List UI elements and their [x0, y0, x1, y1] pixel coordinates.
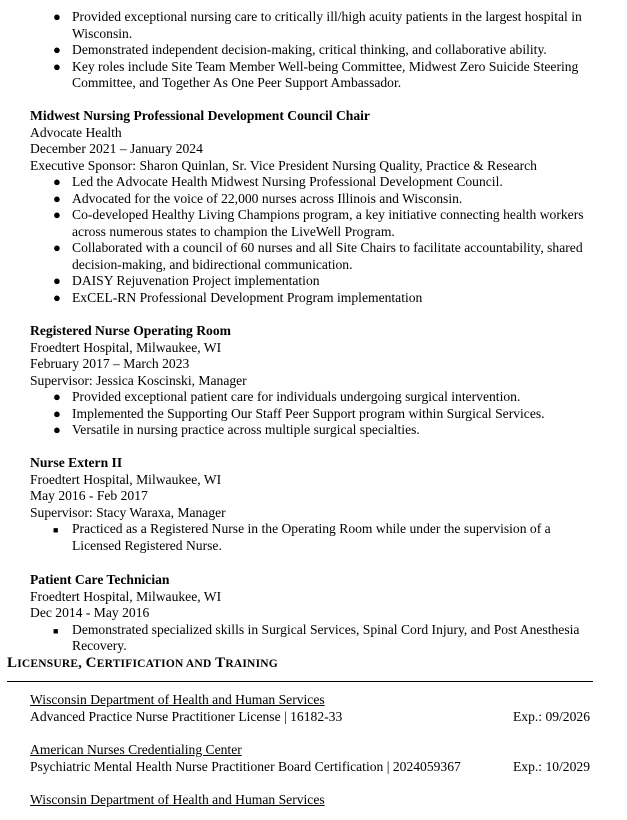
job-supervisor: Supervisor: Jessica Koscinski, Manager	[30, 372, 247, 388]
bullet-item: ■ Practiced as a Registered Nurse in the Operating Room while under the supervision of a Licensed Registered Nurse.	[53, 521, 551, 553]
bullet-item: ● DAISY Rejuvenation Project implementation	[53, 273, 320, 288]
license-entry	[30, 792, 590, 809]
bullet-item: ● Versatile in nursing practice across multiple surgical specialties.	[53, 422, 420, 437]
bullet-dot-icon: ●	[53, 422, 61, 437]
bullet-dot-icon: ●	[53, 273, 61, 288]
license-issuer: Wisconsin Department of Health and Human Services	[30, 692, 325, 707]
bullet-dot-icon: ●	[53, 289, 61, 305]
license-entry	[30, 742, 590, 775]
bullet-dot-icon: ●	[53, 9, 61, 24]
bullet-dot-icon: ●	[53, 174, 61, 189]
bullet-item: ● Co-developed Healthy Living Champions program, a key initiative connecting health workers across numerous states to champion the LiveWell Program.	[53, 207, 584, 239]
bullet-item: ● Implemented the Supporting Our Staff Peer Support program within Surgical Services.	[53, 405, 545, 421]
job-dates: December 2021 – January 2024	[30, 141, 203, 156]
job-title: Midwest Nursing Professional Development Council Chair	[30, 108, 370, 123]
job-entry	[30, 323, 610, 439]
bullet-item: ● Demonstrated independent decision-making, critical thinking, and collaborative ability.	[53, 42, 547, 57]
license-entry	[30, 692, 590, 725]
job-bullets	[30, 174, 592, 306]
job-title: Nurse Extern II	[30, 455, 123, 470]
license-title: Advanced Practice Nurse Practitioner License | 16182-33	[30, 708, 343, 724]
bullet-item: ● Provided exceptional nursing care to critically ill/high acuity patients in the largest hospital in Wisconsin.	[53, 9, 582, 41]
job-sponsor: Executive Sponsor: Sharon Quinlan, Sr. Vice President Nursing Quality, Practice & Research	[30, 157, 537, 173]
bullet-dot-icon: ●	[53, 389, 61, 404]
job-entry	[30, 455, 610, 554]
job-bullets	[30, 521, 592, 554]
bullet-dot-icon: ●	[53, 42, 61, 57]
bullet-dot-icon: ●	[53, 405, 61, 421]
job-entry	[30, 572, 610, 655]
license-expiration: Exp.: 09/2026	[512, 708, 590, 724]
bullet-dot-icon: ●	[53, 207, 61, 222]
bullet-square-icon: ■	[53, 625, 59, 636]
license-row	[30, 709, 590, 726]
license-row	[30, 759, 590, 776]
bullet-item: ● Provided exceptional patient care for individuals undergoing surgical intervention.	[53, 389, 521, 404]
job-organization: Froedtert Hospital, Milwaukee, WI	[30, 471, 222, 487]
job-organization: Advocate Health	[30, 124, 122, 140]
job-bullets	[30, 389, 592, 439]
job-title: Patient Care Technician	[30, 572, 170, 587]
job-dates: May 2016 - Feb 2017	[30, 488, 148, 503]
job-bullets	[30, 622, 592, 655]
job-title: Registered Nurse Operating Room	[30, 323, 231, 338]
section-heading-licensure: LICENSURE, CERTIFICATION AND TRAINING	[7, 655, 593, 682]
bullet-item: ● Key roles include Site Team Member Well-being Committee, Midwest Zero Suicide Steering Committee, and Together As One Peer Support Ambassador.	[53, 58, 579, 90]
bullet-item: ■ Demonstrated specialized skills in Surgical Services, Spinal Cord Injury, and Post Anesthesia Recovery.	[53, 621, 580, 653]
bullet-item: ● ExCEL-RN Professional Development Program implementation	[53, 289, 423, 305]
bullet-item: ● Collaborated with a council of 60 nurses and all Site Chairs to facilitate accountability, shared decision-making, and bidirectional communication.	[53, 240, 583, 272]
job-entry	[30, 108, 610, 306]
job-dates: Dec 2014 - May 2016	[30, 605, 150, 620]
license-issuer: Wisconsin Department of Health and Human Services	[30, 792, 325, 807]
bullet-item: ● Led the Advocate Health Midwest Nursing Professional Development Council.	[53, 174, 503, 189]
job-dates: February 2017 – March 2023	[30, 356, 190, 371]
bullet-square-icon: ■	[53, 525, 59, 535]
job-supervisor: Supervisor: Stacy Waraxa, Manager	[30, 504, 226, 520]
license-expiration: Exp.: 10/2029	[512, 758, 590, 774]
license-issuer: American Nurses Credentialing Center	[30, 742, 242, 757]
bullet-dot-icon: ●	[53, 190, 61, 206]
bullet-item: ● Advocated for the voice of 22,000 nurses across Illinois and Wisconsin.	[53, 190, 463, 206]
license-title: Psychiatric Mental Health Nurse Practitioner Board Certification | 2024059367	[30, 758, 461, 774]
previous-job-bullets	[0, 0, 592, 92]
job-organization: Froedtert Hospital, Milwaukee, WI	[30, 588, 222, 604]
bullet-dot-icon: ●	[53, 58, 61, 74]
job-organization: Froedtert Hospital, Milwaukee, WI	[30, 339, 222, 355]
bullet-dot-icon: ●	[53, 240, 61, 255]
